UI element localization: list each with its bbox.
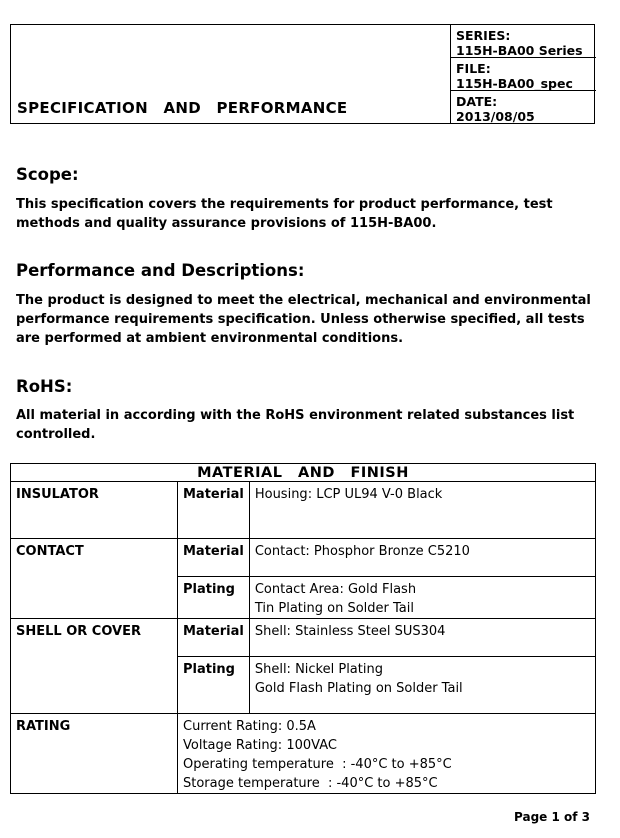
header-meta-column bbox=[450, 25, 596, 123]
scope-heading: Scope: bbox=[16, 165, 79, 184]
contact-plating-value bbox=[249, 577, 595, 619]
contact-plating-line: Contact Area: Gold Flash bbox=[254, 582, 417, 597]
contact-plating-label: Plating bbox=[178, 577, 250, 619]
shell-plating-line: Shell: Nickel Plating bbox=[254, 662, 383, 677]
document-header bbox=[10, 24, 595, 124]
rating-line: Current Rating: 0.5A bbox=[183, 719, 316, 734]
file-label: FILE: bbox=[456, 61, 491, 76]
contact-name: CONTACT bbox=[11, 539, 178, 619]
contact-material-value: Contact: Phosphor Bronze C5210 bbox=[249, 539, 595, 577]
series-label: SERIES: bbox=[456, 28, 511, 43]
page-number: Page 1 of 3 bbox=[514, 810, 590, 824]
rating-name: RATING bbox=[11, 714, 178, 794]
scope-text: This specification covers the requirements for product performance, test methods and quality assurance provisions of 115H-BA00. bbox=[16, 197, 553, 231]
performance-text: The product is designed to meet the electrical, mechanical and environmental performance requirements specification. Unless otherwise specified, all tests are performed at ambient environmental conditions. bbox=[16, 293, 591, 346]
rating-line: Voltage Rating: 100VAC bbox=[183, 738, 337, 753]
shell-name: SHELL OR COVER bbox=[11, 619, 178, 714]
table-row bbox=[11, 482, 596, 539]
rating-line: Operating temperature : -40°C to +85°C bbox=[183, 757, 452, 772]
shell-material-label: Material bbox=[178, 619, 250, 657]
series-value: 115H-BA00 Series bbox=[456, 43, 583, 58]
performance-heading: Performance and Descriptions: bbox=[16, 261, 305, 280]
table-row bbox=[11, 539, 596, 577]
table-caption: MATERIAL AND FINISH bbox=[11, 464, 596, 482]
shell-material-value: Shell: Stainless Steel SUS304 bbox=[249, 619, 595, 657]
table-row bbox=[11, 619, 596, 657]
insulator-material-label: Material bbox=[178, 482, 250, 539]
rohs-heading: RoHS: bbox=[16, 377, 73, 396]
series-cell bbox=[451, 25, 596, 58]
contact-material-label: Material bbox=[178, 539, 250, 577]
document-title: SPECIFICATION AND PERFORMANCE bbox=[17, 99, 348, 117]
date-cell bbox=[451, 91, 596, 123]
date-label: DATE: bbox=[456, 94, 498, 109]
table-row bbox=[11, 714, 596, 794]
shell-plating-value bbox=[249, 657, 595, 714]
rohs-text: All material in according with the RoHS environment related substances list controlled. bbox=[16, 408, 575, 442]
date-value: 2013/08/05 bbox=[456, 109, 535, 124]
file-cell bbox=[451, 58, 596, 91]
rating-line: Storage temperature : -40°C to +85°C bbox=[183, 776, 438, 791]
rating-values bbox=[178, 714, 596, 794]
insulator-name: INSULATOR bbox=[11, 482, 178, 539]
material-finish-table bbox=[10, 463, 596, 794]
shell-plating-line: Gold Flash Plating on Solder Tail bbox=[254, 681, 463, 696]
shell-plating-label: Plating bbox=[178, 657, 250, 714]
insulator-material-value: Housing: LCP UL94 V-0 Black bbox=[249, 482, 595, 539]
file-value: 115H-BA00_spec bbox=[456, 76, 573, 91]
contact-plating-line: Tin Plating on Solder Tail bbox=[254, 601, 414, 616]
